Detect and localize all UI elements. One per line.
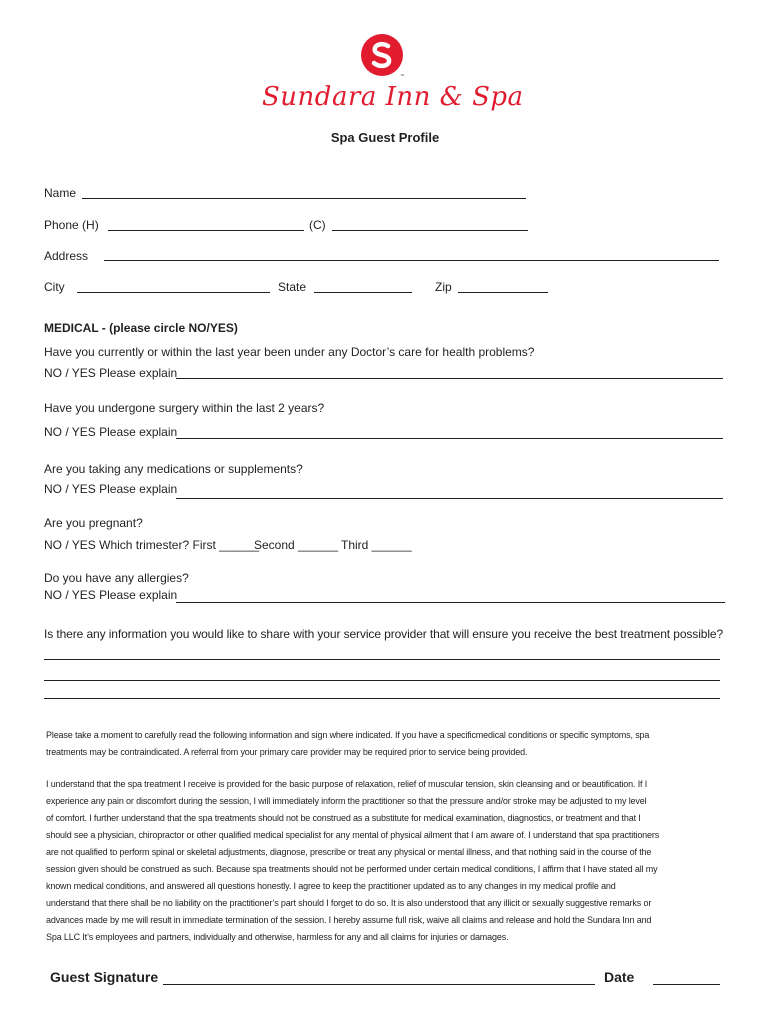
question-medications: Are you taking any medications or supplements? <box>44 462 303 476</box>
phone-home-label: Phone (H) <box>44 218 99 232</box>
waiver-line: are not qualified to perform spinal or skeletal adjustments, diagnose, prescribe or treat any physical or mental illness, and that nothing said in the course of the <box>46 847 652 857</box>
city-field[interactable] <box>77 292 270 293</box>
waiver-line: session given should be construed as such. Because spa treatments should not be performed under certain medical conditions, I affirm that I have stated all my <box>46 864 658 874</box>
share-info-line-2[interactable] <box>44 680 720 681</box>
phone-cell-field[interactable] <box>332 230 528 231</box>
phone-cell-label: (C) <box>309 218 326 232</box>
page-title: Spa Guest Profile <box>330 130 440 145</box>
answer-allergies-label[interactable]: NO / YES Please explain <box>44 588 178 602</box>
guest-signature-label: Guest Signature <box>50 969 159 985</box>
share-info-line-3[interactable] <box>44 698 720 699</box>
notice-line: Please take a moment to carefully read the following information and sign where indicated. If you have a specificmedical conditions or specific symptoms, spa <box>46 730 650 740</box>
question-share-info: Is there any information you would like to share with your service provider that will ensure you receive the best treatment possible? <box>44 627 724 641</box>
guest-signature-field[interactable] <box>163 984 595 985</box>
question-surgery: Have you undergone surgery within the last 2 years? <box>44 401 325 415</box>
explain-medications-field[interactable] <box>176 498 723 499</box>
answer-doctor-care-label[interactable]: NO / YES Please explain <box>44 366 178 380</box>
explain-allergies-field[interactable] <box>176 602 725 603</box>
notice-paragraph <box>46 727 736 761</box>
explain-doctor-care-field[interactable] <box>176 378 723 379</box>
waiver-line: understand that there shall be no liability on the practitioner’s part should I forget to do so. It is also understood that any illicit or sexually suggestive remarks or <box>46 898 652 908</box>
zip-label: Zip <box>435 280 452 294</box>
brand-wordmark: Sundara Inn & Spa <box>262 82 524 112</box>
waiver-line: advances made by me will result in immediate termination of the session. I hereby assume full risk, waive all claims and release and hold the Sundara Inn and <box>46 915 652 925</box>
waiver-line: of comfort. I further understand that the spa treatments should not be construed as a substitute for medical examination, diagnostics, or treatment and that I <box>46 813 641 823</box>
svg-text:™: ™ <box>400 73 404 77</box>
city-label: City <box>44 280 65 294</box>
trimester-second-field[interactable]: Second ______ <box>254 538 339 552</box>
zip-field[interactable] <box>458 292 548 293</box>
answer-medications-label[interactable]: NO / YES Please explain <box>44 482 178 496</box>
address-label: Address <box>44 249 89 263</box>
state-label: State <box>278 280 307 294</box>
question-allergies: Do you have any allergies? <box>44 571 189 585</box>
waiver-paragraph <box>46 776 736 946</box>
waiver-line: should see a physician, chiropractor or other qualified medical specialist for any mental of physical ailment that I am aware of. I understand that spa practitioners <box>46 830 660 840</box>
date-field[interactable] <box>653 984 720 985</box>
question-doctor-care: Have you currently or within the last year been under any Doctor’s care for health problems? <box>44 345 535 359</box>
phone-home-field[interactable] <box>108 230 304 231</box>
medical-heading: MEDICAL - (please circle NO/YES) <box>44 321 238 335</box>
answer-pregnant-first[interactable]: NO / YES Which trimester? First ______ <box>44 538 260 552</box>
waiver-line: experience any pain or discomfort during the session, I will immediately inform the practitioner so that the pressure and/or stroke may be adjusted to my level <box>46 796 647 806</box>
sundara-logo-icon <box>360 33 404 77</box>
share-info-line-1[interactable] <box>44 659 720 660</box>
question-pregnant: Are you pregnant? <box>44 516 143 530</box>
name-label: Name <box>44 186 77 200</box>
name-field[interactable] <box>82 198 526 199</box>
waiver-line: Spa LLC It’s employees and partners, individually and otherwise, harmless for any and all claims for injuries or damages. <box>46 932 509 942</box>
trimester-third-field[interactable]: Third ______ <box>341 538 412 552</box>
address-field[interactable] <box>104 260 719 261</box>
explain-surgery-field[interactable] <box>176 438 723 439</box>
waiver-line: known medical conditions, and answered all questions honestly. I agree to keep the practitioner updated as to any changes in my medical profile and <box>46 881 616 891</box>
answer-surgery-label[interactable]: NO / YES Please explain <box>44 425 178 439</box>
waiver-line: I understand that the spa treatment I receive is provided for the basic purpose of relaxation, relief of muscular tension, skin cleansing and or beautification. If I <box>46 779 648 789</box>
notice-line: treatments may be contraindicated. A referral from your primary care provider may be required prior to service being provided. <box>46 747 528 757</box>
state-field[interactable] <box>314 292 412 293</box>
date-label: Date <box>604 969 635 985</box>
